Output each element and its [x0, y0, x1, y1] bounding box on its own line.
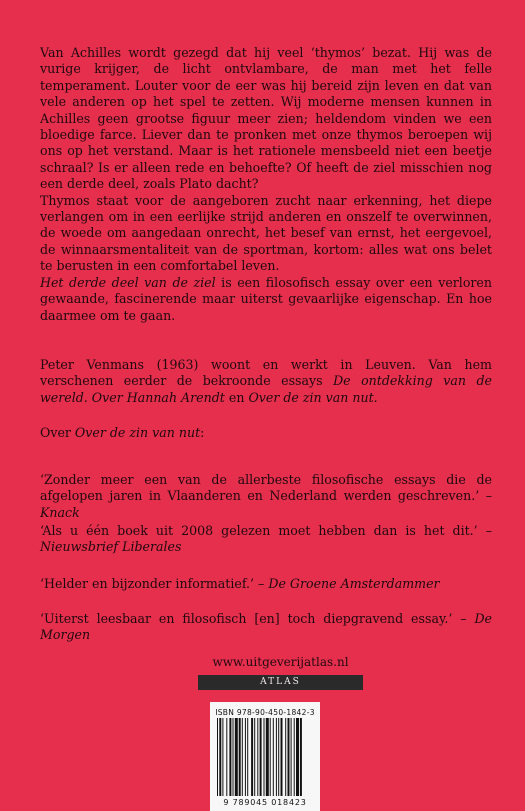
barcode-digits: 9 789045 018423 — [223, 798, 307, 807]
barcode-stripe — [300, 718, 302, 796]
barcode-stripe — [291, 718, 292, 796]
barcode-icon — [216, 718, 314, 796]
barcode-stripe — [285, 718, 286, 796]
barcode-stripe — [233, 718, 234, 796]
reviews-intro-prefix: Over — [40, 425, 75, 440]
barcode-stripe — [278, 718, 279, 796]
publisher-website: www.uitgeverijatlas.nl — [212, 655, 349, 669]
barcode-stripe — [226, 718, 227, 796]
barcode-stripe — [245, 718, 246, 796]
barcode-stripe — [294, 718, 295, 796]
review-text: ‘Helder en bijzonder informatief.’ – — [40, 576, 269, 591]
barcode-stripe — [270, 718, 271, 796]
isbn-label: ISBN 978-90-450-1842-3 — [215, 708, 315, 717]
author-bio — [40, 357, 492, 406]
barcode-stripe — [260, 718, 262, 796]
review-source: Nieuwsbrief Liberales — [40, 539, 182, 555]
barcode-stripe — [276, 718, 277, 796]
reviews-intro — [40, 425, 492, 441]
barcode-stripe — [254, 718, 255, 796]
review-text: ‘Uiterst leesbaar en filosofisch [en] toch diepgravend essay.’ – — [40, 611, 475, 626]
blurb-p2: Thymos staat voor de aangeboren zucht naar erkenning, het diepe verlangen om in een eerlijke strijd anderen en onszelf te overwinnen, de woede om aangedaan onrecht, het besef van ernst, het eergevoel, de winnaarsmentaliteit van de sportman, kortom: alles wat ons belet te berusten in een comfortabel leven. — [40, 192, 492, 274]
blurb-p1: Van Achilles wordt gezegd dat hij veel ‘thymos’ bezat. Hij was de vurige krijger, de licht ontvlambare, de man met het felle temperament. Louter voor de eer was hij bereid zijn leven en dat van vele anderen op het spel te zetten. Wij moderne mensen kunnen in Achilles geen grootse figuur meer zien; heldendom vinden we een bloedige farce. Liever dan te pronken met onze thymos beroepen wij ons op het verstand. Maar is het rationele mensbeeld niet een beetje schraal? Is er alleen rede en behoefte? Of heeft de ziel misschien nog een derde deel, zoals Plato dacht? — [40, 45, 492, 192]
barcode-stripe — [242, 718, 243, 796]
reviews-intro-suffix: : — [200, 425, 205, 440]
barcode-stripe — [281, 718, 283, 796]
book-title-inline: Het derde deel van de ziel — [40, 274, 216, 290]
reviews-intro-book: Over de zin van nut — [74, 425, 201, 440]
barcode-stripe — [264, 718, 265, 796]
author-book-2: Over de zin van nut. — [248, 389, 378, 405]
review-text: ‘Zonder meer een van de allerbeste filosofische essays die de afgelopen jaren in Vlaanderen en Nederland werden geschreven.’ – — [40, 472, 492, 504]
barcode-stripe — [219, 718, 221, 796]
barcode-stripe — [235, 718, 238, 796]
author-bio-text: Peter Venmans (1963) woont en werkt in Leuven. Van hem verschenen eerder de bekroonde essays — [40, 357, 492, 389]
review-quote — [40, 523, 492, 556]
barcode-stripe — [266, 718, 269, 796]
barcode-stripe — [251, 718, 253, 796]
review-source: Knack — [40, 504, 80, 520]
barcode-stripe — [217, 718, 218, 796]
publisher-logo-bar: ATLAS — [198, 675, 363, 690]
barcode-stripe — [296, 718, 299, 796]
review-text: ‘Als u één boek uit 2008 gelezen moet hebben dan is het dit.’ – — [40, 523, 492, 538]
blurb-p3: is een filosofisch essay over een verloren gewaande, fascinerende maar uiterst gevaarlijke eigenschap. En hoe daarmee om te gaan. — [40, 274, 492, 323]
barcode-panel — [210, 702, 320, 811]
blurb-paragraph — [40, 45, 492, 324]
barcode-stripe — [273, 718, 274, 796]
barcode-stripe — [257, 718, 258, 796]
author-book-1: De ontdekking van de wereld. Over Hannah Arendt — [40, 373, 492, 405]
barcode-stripe — [229, 718, 231, 796]
review-source: De Groene Amsterdammer — [268, 576, 440, 591]
barcode-stripe — [239, 718, 241, 796]
barcode-stripe — [247, 718, 248, 796]
review-quote — [40, 472, 492, 521]
review-quote — [40, 576, 492, 592]
author-bio-mid: en — [224, 389, 249, 405]
review-quote — [40, 611, 492, 644]
barcode-stripe — [222, 718, 223, 796]
review-source: De Morgen — [40, 611, 492, 643]
barcode-stripe — [288, 718, 290, 796]
